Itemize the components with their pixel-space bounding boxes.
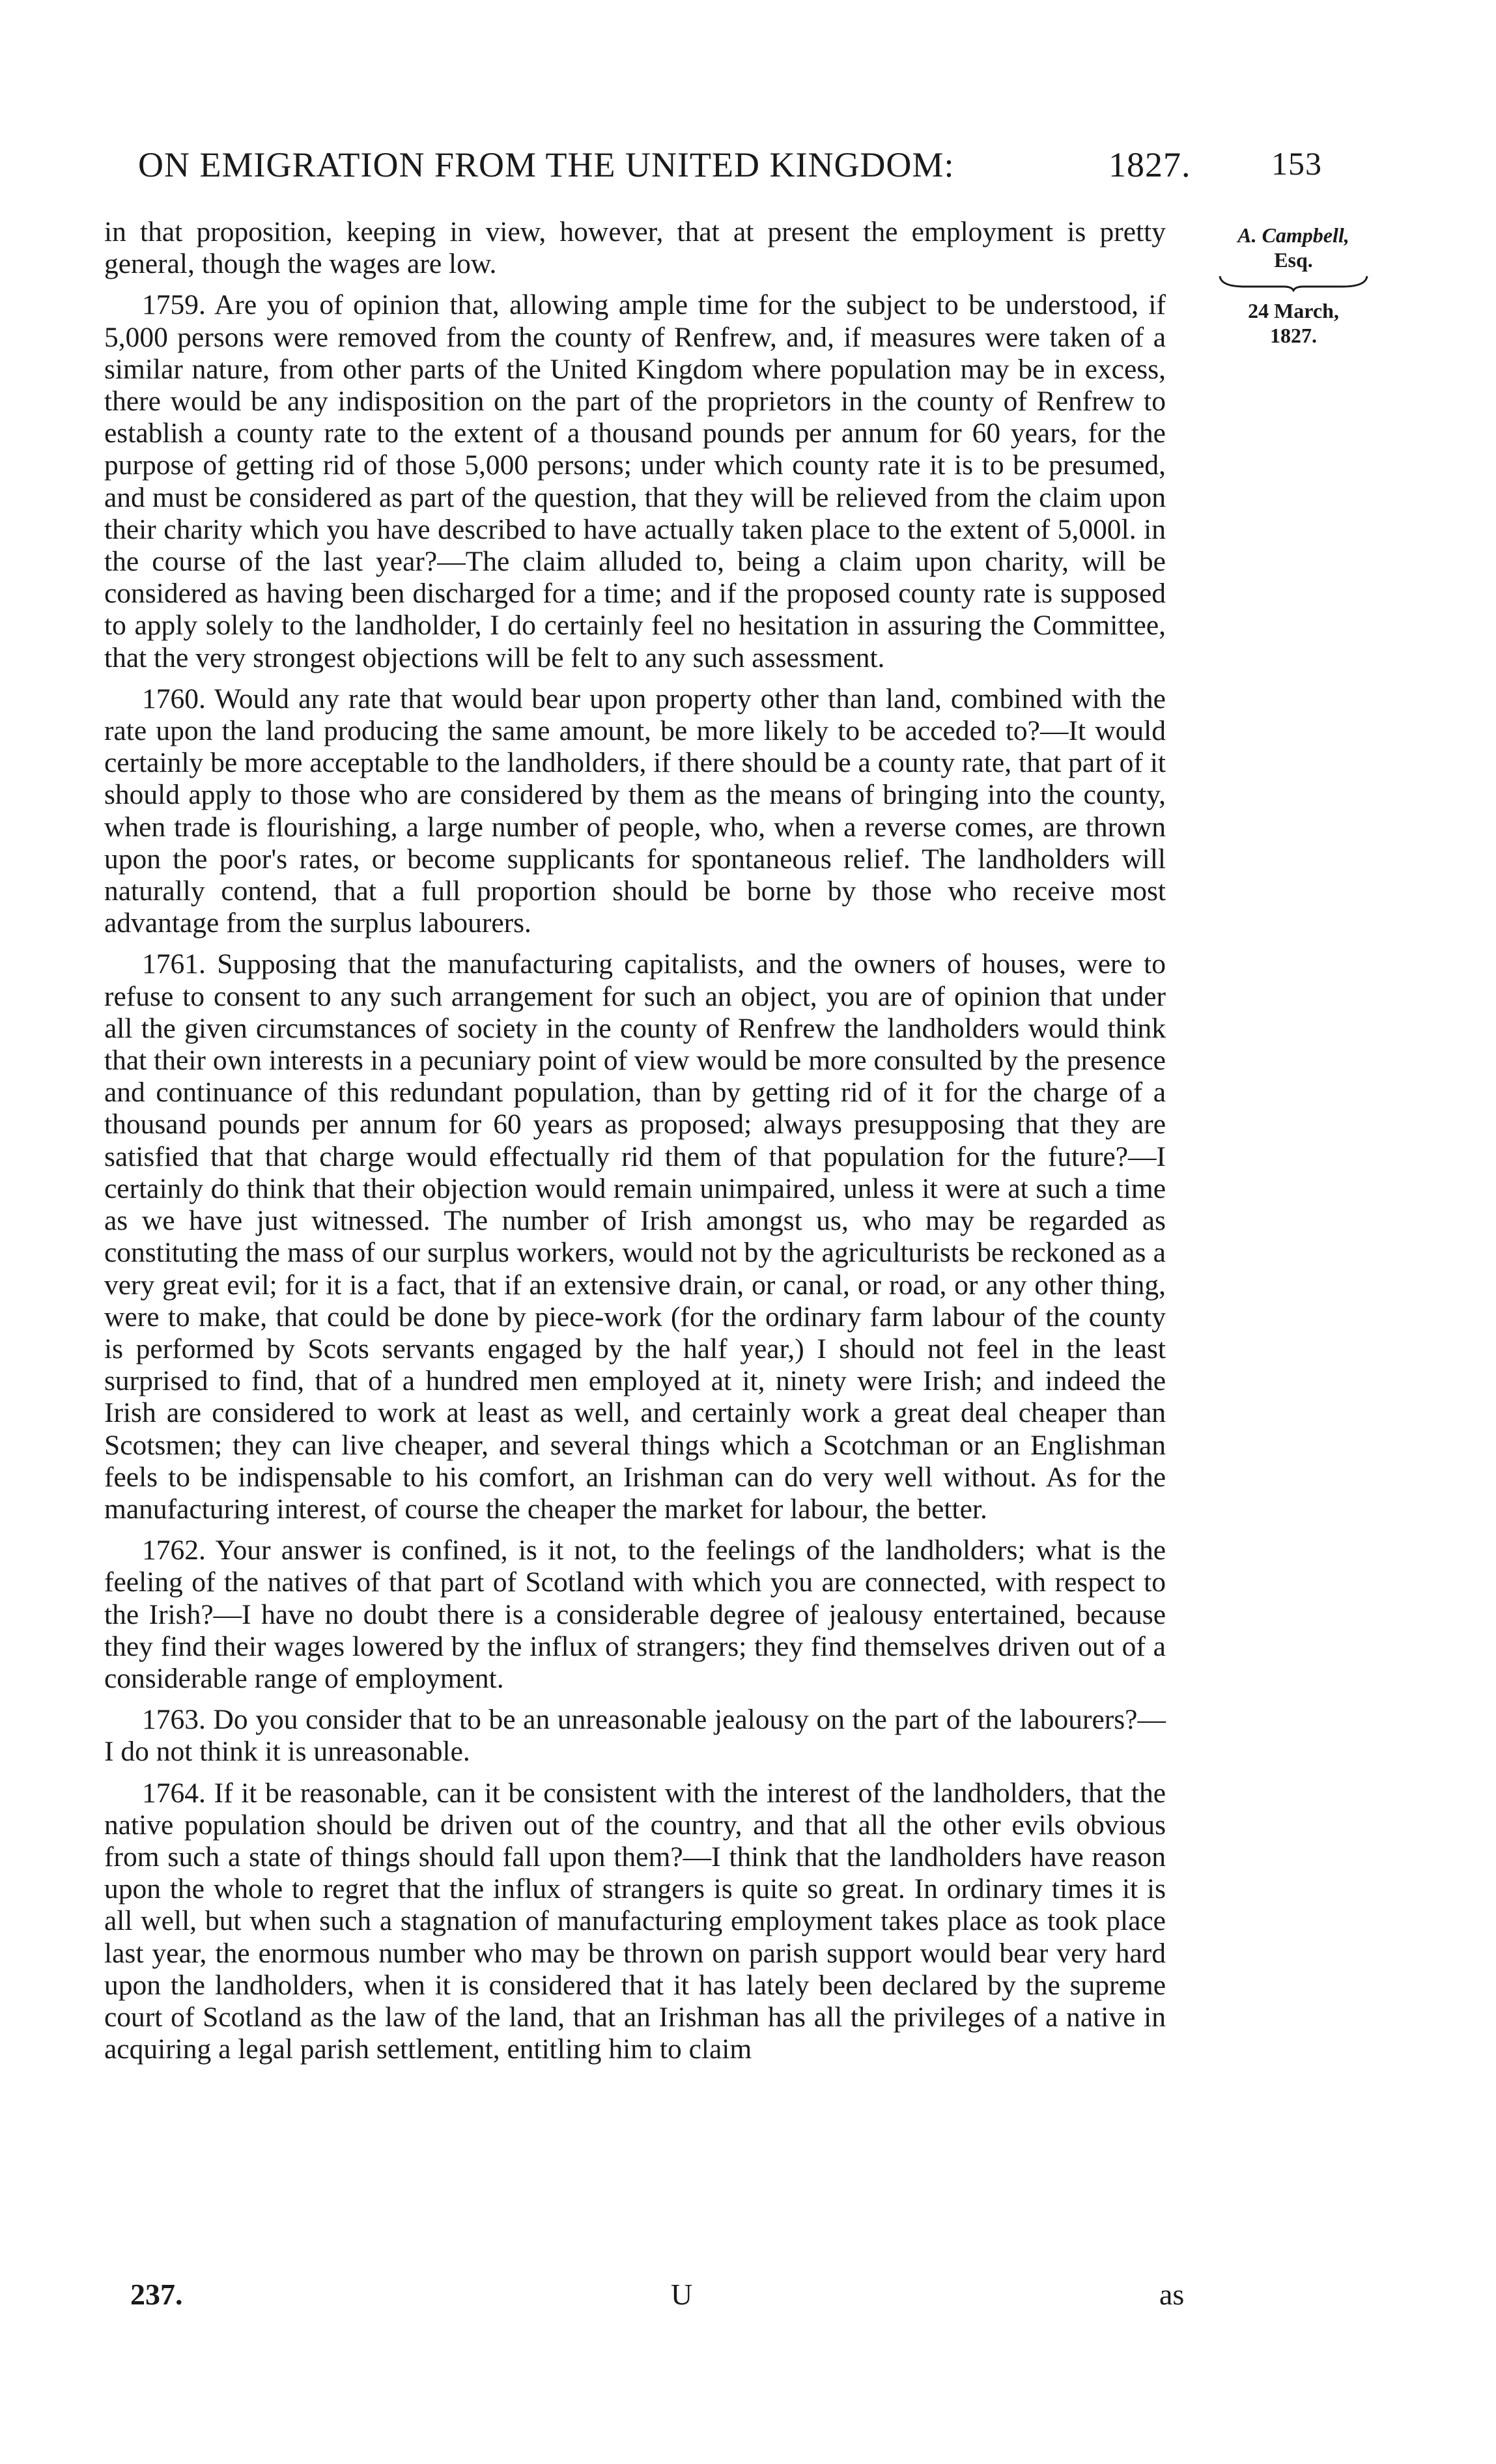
paragraph-1764: 1764. If it be reasonable, can it be consistent with the interest of the landholders, that the native population should be driven out of the country, and that all the other evils obvious from such a state of things should fall upon them?—I think that the landholders have reason upon the whole to regret that the influx of strangers is quite so great. In ordinary times it is all well, but when such a stagnation of manufacturing employment takes place as took place last year, the enormous number who may be thrown on parish support would bear very hard upon the landholders, when it is considered that it has lately been declared by the supreme court of Scotland as the law of the land, that an Irishman has all the privileges of a native in acquiring a legal parish settlement, entitling him to claim [104, 1777, 1166, 2065]
running-head-year: 1827. [1108, 145, 1191, 184]
marginal-note [1209, 223, 1378, 348]
signature-mark: U [671, 2278, 693, 2311]
brace-divider [1219, 275, 1368, 292]
witness-name: A. Campbell, [1237, 223, 1349, 247]
running-head [138, 145, 1322, 190]
paragraph-1759: 1759. Are you of opinion that, allowing ample time for the subject to be understood, if 5,000 persons were removed from the county of Renfrew, and, if measures were taken of a similar nature, from other parts of the United Kingdom where population may be in excess, there would be any indisposition on the part of the proprietors in the county of Renfrew to establish a county rate to the extent of a thousand pounds per annum for 60 years, for the purpose of getting rid of those 5,000 persons; under which county rate it is to be presumed, and must be considered as part of the question, that they will be relieved from the claim upon their charity which you have described to have actually taken place to the extent of 5,000l. in the course of the last year?—The claim alluded to, being a claim upon charity, will be considered as having been discharged for a time; and if the proposed county rate is supposed to apply solely to the landholder, I do certainly feel no hesitation in assuring the Committee, that the very strongest objections will be felt to any such assessment. [104, 289, 1166, 673]
paragraph-1763: 1763. Do you consider that to be an unreasonable jealousy on the part of the labourers?—I do not think it is unreasonable. [104, 1704, 1166, 1768]
page-footer [130, 2277, 1198, 2323]
running-head-title: ON EMIGRATION FROM THE UNITED KINGDOM: [138, 145, 955, 184]
footer-left-mark: 237. [130, 2278, 183, 2311]
witness-date-year: 1827. [1270, 324, 1317, 347]
witness-date-day-month: 24 March, [1248, 299, 1339, 322]
catchword: as [1159, 2278, 1185, 2311]
paragraph-continuation: in that proposition, keeping in view, however, that at present the employment is pretty general, though the wages are low. [104, 216, 1166, 280]
witness-suffix: Esq. [1274, 248, 1313, 272]
paragraph-1762: 1762. Your answer is confined, is it not, to the feelings of the landholders; what is the feeling of the natives of that part of Scotland with which you are connected, with respect to the Irish?—I have no doubt there is a considerable degree of jealousy entertained, because they find their wages lowered by the influx of strangers; they find themselves driven out of a considerable range of employment. [104, 1535, 1166, 1694]
paragraph-1760: 1760. Would any rate that would bear upon property other than land, combined with the rate upon the land producing the same amount, be more likely to be acceded to?—It would certainly be more acceptable to the landholders, if there should be a county rate, that part of it should apply to those who are considered by them as the means of bringing into the county, when trade is flourishing, a large number of people, who, when a reverse comes, are thrown upon the poor's rates, or become supplicants for spontaneous relief. The landholders will naturally contend, that a full proportion should be borne by those who receive most advantage from the surplus labourers. [104, 683, 1166, 939]
body-text [104, 216, 1166, 2075]
page-number: 153 [1271, 145, 1322, 182]
paragraph-1761: 1761. Supposing that the manufacturing capitalists, and the owners of houses, were to refuse to consent to any such arrangement for such an object, you are of opinion that under all the given circumstances of society in the county of Renfrew the landholders would think that their own interests in a pecuniary point of view would be more consulted by the presence and continuance of this redundant population, than by getting rid of it for the charge of a thousand pounds per annum for 60 years as proposed; always presupposing that they are satisfied that that charge would effectually rid them of that population for the future?—I certainly do think that their objection would remain unimpaired, unless it were at such a time as we have just witnessed. The number of Irish amongst us, who may be regarded as constituting the mass of our surplus workers, would not by the agriculturists be reckoned as a very great evil; for it is a fact, that if an extensive drain, or canal, or road, or any other thing, were to make, that could be done by piece-work (for the ordinary farm labour of the county is performed by Scots servants engaged by the half year,) I should not feel in the least surprised to find, that of a hundred men employed at it, ninety were Irish; and indeed the Irish are considered to work at least as well, and certainly work a great deal cheaper than Scotsmen; they can live cheaper, and several things which a Scotchman or an Englishman feels to be indispensable to his comfort, an Irishman can do very well without. As for the manufacturing interest, of course the cheaper the market for labour, the better. [104, 948, 1166, 1525]
